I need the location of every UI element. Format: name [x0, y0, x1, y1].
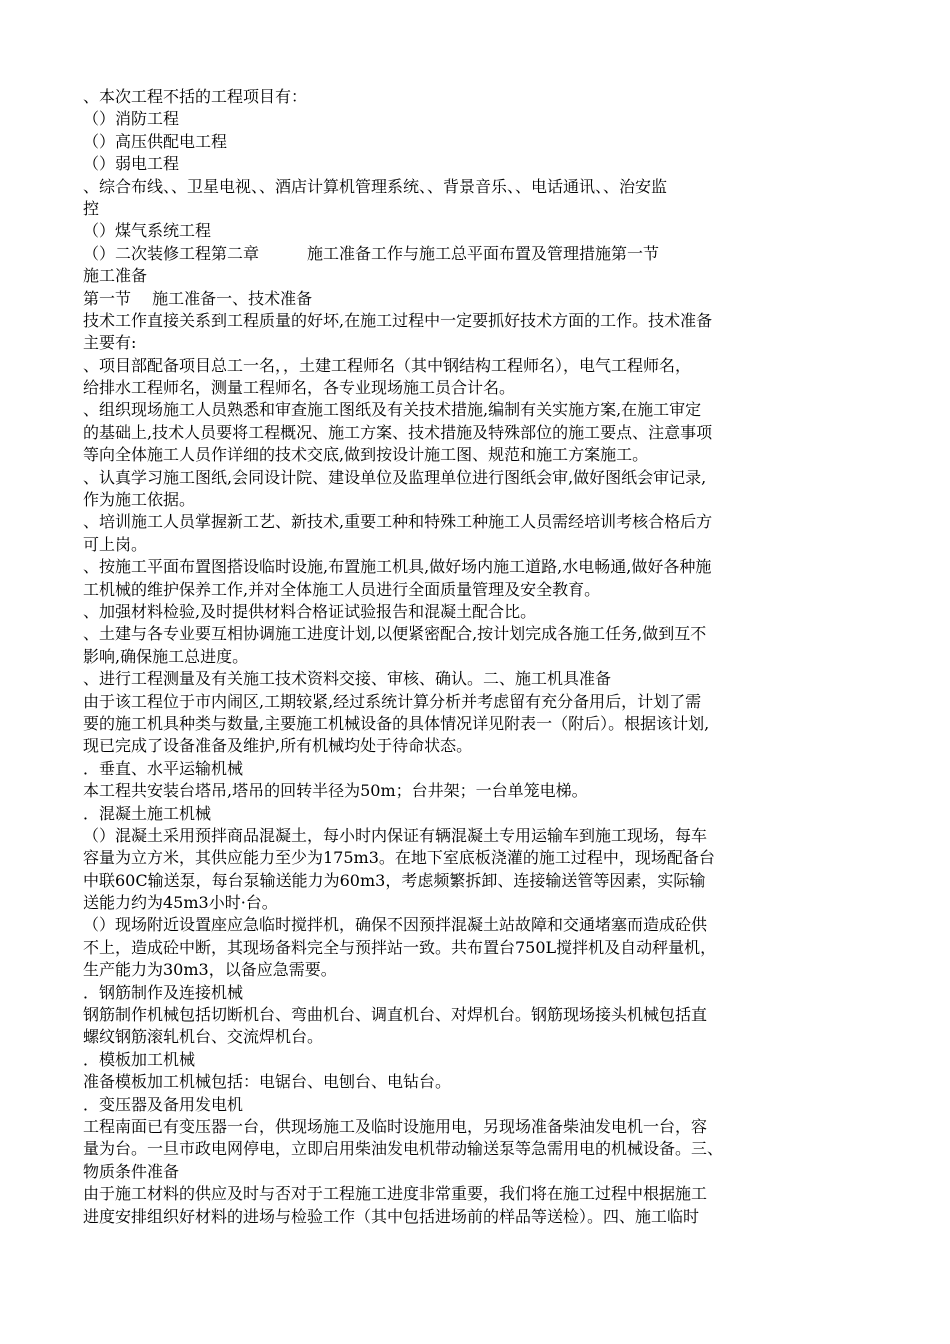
text-line: 、组织现场施工人员熟悉和审查施工图纸及有关技术措施,编制有关实施方案,在施工审定 [83, 400, 702, 420]
text-line: 等向全体施工人员作详细的技术交底,做到按设计施工图、规范和施工方案施工。 [83, 445, 649, 465]
text-line: 中联60C输送泵，每台泵输送能力为60m3，考虑频繁拆卸、连接输送管等因素，实际输 [83, 870, 706, 890]
text-line: ．钢筋制作及连接机械 [83, 982, 244, 1002]
text-line: 、项目部配备项目总工一名，，土建工程师名（其中钢结构工程师名），电气工程师名， [83, 355, 692, 375]
text-line: 本工程共安装台塔吊,塔吊的回转半径为50m；台井架；一台单笼电梯。 [83, 781, 588, 801]
text-line: 钢筋制作机械包括切断机台、弯曲机台、调直机台、对焊机台。钢筋现场接头机械包括直 [83, 1005, 708, 1025]
text-line: 、培训施工人员掌握新工艺、新技术,重要工种和特殊工种施工人员需经培训考核合格后方 [83, 512, 713, 532]
text-line: 由于该工程位于市内闹区,工期较紧,经过系统计算分析并考虑留有充分备用后，计划了需 [83, 691, 702, 711]
text-line: 准备模板加工机械包括：电锯台、电刨台、电钻台。 [83, 1072, 452, 1092]
text-line: 、土建与各专业要互相协调施工进度计划,以便紧密配合,按计划完成各施工任务,做到互不 [83, 624, 707, 644]
text-line: ．变压器及备用发电机 [83, 1094, 244, 1114]
text-line: 、加强材料检验,及时提供材料合格证试验报告和混凝土配合比。 [83, 601, 537, 621]
text-line: 给排水工程师名，测量工程师名，各专业现场施工员合计名。 [83, 378, 516, 398]
text-line: 影响,确保施工总进度。 [83, 646, 249, 666]
text-line: 可上岗。 [83, 534, 148, 554]
text-line: 作为施工依据。 [83, 490, 196, 510]
text-line: 、认真学习施工图纸,会同设计院、建设单位及监理单位进行图纸会审,做好图纸会审记录, [83, 467, 707, 487]
text-line: （）高压供配电工程 [83, 131, 228, 151]
text-line: 、按施工平面布置图搭设临时设施,布置施工机具,做好场内施工道路,水电畅通,做好各种施 [83, 557, 712, 577]
text-line: 工程南面已有变压器一台，供现场施工及临时设施用电，另现场准备柴油发电机一台，容 [83, 1116, 708, 1136]
text-line: （）二次装修工程第二章 施工准备工作与施工总平面布置及管理措施第一节 [83, 243, 660, 263]
text-line: 的基础上,技术人员要将工程概况、施工方案、技术措施及特殊部位的施工要点、注意事项 [83, 422, 713, 442]
text-line: ．混凝土施工机械 [83, 803, 212, 823]
text-line: 螺纹钢筋滚轧机台、交流焊机台。 [83, 1027, 324, 1047]
text-line: 第一节 施工准备一、技术准备 [83, 288, 313, 308]
text-line: ．垂直、水平运输机械 [83, 758, 244, 778]
text-line: （）煤气系统工程 [83, 221, 212, 241]
text-line: 容量为立方米，其供应能力至少为175m3。在地下室底板浇灌的施工过程中，现场配备台 [83, 848, 715, 868]
text-line: 进度安排组织好材料的进场与检验工作（其中包括进场前的样品等送检）。四、施工临时 [83, 1206, 700, 1226]
text-line: 控 [83, 198, 100, 218]
text-line: 技术工作直接关系到工程质量的好坏,在施工过程中一定要抓好技术方面的工作。技术准备 [83, 310, 713, 330]
text-line: 物质条件准备 [83, 1161, 180, 1181]
text-line: 施工准备 [83, 266, 148, 286]
text-line: 不上，造成砼中断，其现场备料完全与预拌站一致。共布置台750L搅拌机及自动秤量机， [83, 937, 717, 957]
text-line: 要的施工机具种类与数量,主要施工机械设备的具体情况详见附表一（附后）。根据该计划, [83, 713, 710, 733]
text-line: 由于施工材料的供应及时与否对于工程施工进度非常重要，我们将在施工过程中根据施工 [83, 1184, 708, 1204]
text-line: 生产能力为30m3，以备应急需要。 [83, 960, 337, 980]
text-line: （）消防工程 [83, 109, 180, 129]
text-line: （）现场附近设置座应急临时搅拌机，确保不因预拌混凝土站故障和交通堵塞而造成砼供 [83, 915, 708, 935]
text-line: 、本次工程不括的工程项目有： [83, 87, 308, 106]
text-line: 、综合布线、、卫星电视、、酒店计算机管理系统、、背景音乐、、电话通讯、、治安监 [83, 176, 668, 196]
text-line: 工机械的维护保养工作,并对全体施工人员进行全面质量管理及安全教育。 [83, 579, 601, 599]
text-line: 、进行工程测量及有关施工技术资料交接、审核、确认。二、施工机具准备 [83, 669, 612, 689]
text-line: 主要有: [83, 333, 137, 353]
text-line: 现已完成了设备准备及维护,所有机械均处于待命状态。 [83, 736, 473, 756]
text-line: 量为台。一旦市政电网停电，立即启用柴油发电机带动输送泵等急需用电的机械设备。三、 [83, 1139, 724, 1159]
text-line: （）弱电工程 [83, 154, 180, 174]
text-line: 送能力约为45m3小时·台。 [83, 893, 278, 913]
text-line: ．模板加工机械 [83, 1049, 196, 1069]
text-line: （）混凝土采用预拌商品混凝土，每小时内保证有辆混凝土专用运输车到施工现场，每车 [83, 825, 708, 845]
document-body [83, 86, 843, 1228]
